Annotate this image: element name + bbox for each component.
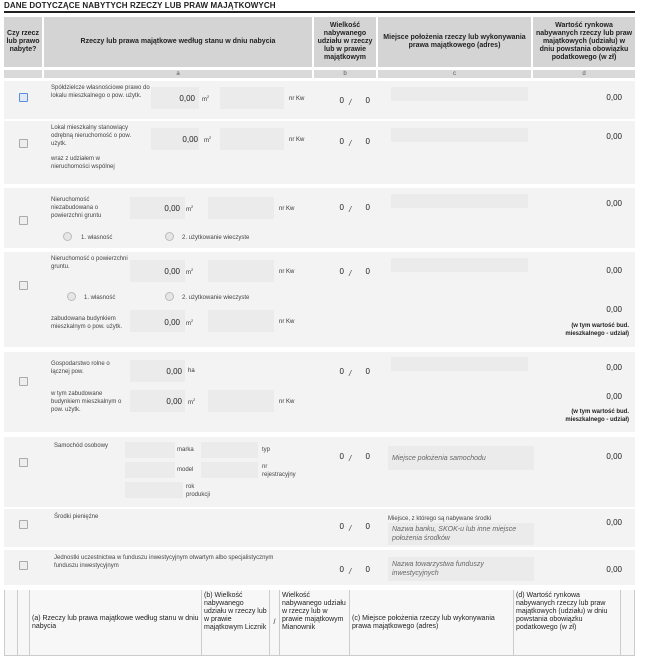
address-input[interactable] [391,128,528,142]
unit-nrkw: nr Kw [279,206,295,212]
radio-wlasnosc[interactable] [67,292,76,301]
rok-input[interactable] [125,482,183,498]
footer-slash [270,590,280,656]
share-slash: / [349,454,352,463]
model-input[interactable] [125,462,175,478]
footer-slash-text: / [273,618,276,626]
kw-input[interactable] [220,128,284,150]
radio-wlasnosc[interactable] [63,232,72,241]
share-slash: / [349,567,352,576]
address-placeholder: Miejsce położenia samochodu [392,455,486,462]
row-label: Lokal mieszkalny stanowiący odrębną nieruchomość o pow. użytk. [51,125,132,147]
footer-c [350,590,514,656]
area-value-2: 0,00 [166,397,182,406]
unit-m2 [204,135,211,144]
share-denominator[interactable]: 0 [365,137,370,146]
unit-sq: 2 [207,94,210,99]
radio-label: 1. własność [81,235,113,241]
unit-m2 [186,204,193,213]
kw-input-2[interactable] [208,310,274,332]
share-denominator[interactable]: 0 [365,367,370,376]
value-field[interactable]: 0,00 [606,132,622,141]
marka-input[interactable] [125,442,175,458]
address-input[interactable] [391,194,528,208]
header-czy: Czy rzecz lub prawo nabyte? [4,17,42,67]
address-input[interactable] [391,87,528,101]
footer-b2: Wielkość nabywanego udziału w rzeczy lub w prawie majątkowym Mianownik [280,590,350,656]
unit-nrkw: nr Kw [279,269,295,275]
footer-a [30,590,202,656]
area-value: 0,00 [164,267,180,276]
typ-label: typ [262,447,271,453]
share-slash: / [349,269,352,278]
row-label: Spółdzielcze własnościowe prawo do lokalu mieszkalnego o pow. użytk. [51,85,150,99]
place-label: Miejsce, z którego są nabywane środki [388,516,492,522]
footer-col-check2 [18,590,30,656]
share-denominator[interactable]: 0 [365,96,370,105]
footer-c-text: (c) Miejsce położenia rzeczy lub wykonywania prawa majątkowego (adres) [352,614,495,630]
value-field-2[interactable]: 0,00 [606,392,622,401]
nr-rej-label: nr rejestracyjny [262,464,296,478]
unit-m2 [202,94,209,103]
share-slash: / [349,139,352,148]
unit-nrkw: nr Kw [289,137,305,143]
note-wartosc-bud: (w tym wartość bud. mieszkalnego - udział) [565,323,629,337]
subheader-blank [4,70,42,78]
unit-m: m [186,270,191,276]
share-denominator[interactable]: 0 [365,522,370,531]
unit-ha: ha [188,368,195,374]
radio-label: 2. użytkowanie wieczyste [182,235,250,241]
footer-a-text: (a) Rzeczy lub prawa majątkowe według stanu w dniu nabycia [32,614,199,630]
checkbox-fundusz[interactable] [19,561,28,570]
share-numerator[interactable]: 0 [339,565,344,574]
value-field[interactable]: 0,00 [606,363,622,372]
value-field[interactable]: 0,00 [606,93,622,102]
subheader-c: c [378,70,531,78]
share-slash: / [349,524,352,533]
share-denominator[interactable]: 0 [365,565,370,574]
nr-rej-input[interactable] [201,462,258,478]
unit-nrkw: nr Kw [279,319,295,325]
marka-label: marka [177,447,194,453]
model-label: model [177,467,194,473]
footer-b: (b) Wielkość nabywanego udziału w rzeczy lub w prawie majątkowym Licznik [202,590,270,656]
unit-sq: 2 [191,267,194,272]
kw-input[interactable] [208,390,274,412]
value-field-2[interactable]: 0,00 [606,305,622,314]
subheader-a: a [44,70,312,78]
row-label: Gospodarstwo rolne o łącznej pow. [51,361,110,375]
value-field[interactable]: 0,00 [606,199,622,208]
unit-sq: 2 [209,135,212,140]
checkbox-gospodarstwo[interactable] [19,377,28,386]
checkbox-niezabudowana[interactable] [19,216,28,225]
area-value: 0,00 [182,135,198,144]
header-wartosc: Wartość rynkowa nabywanych rzeczy lub praw majątkowych (udziału) w dniu powstania obowiązku podatkowego (w zł) [533,17,635,67]
radio-label: 2. użytkowanie wieczyste [182,295,250,301]
area-value: 0,00 [179,94,195,103]
share-numerator[interactable]: 0 [339,203,344,212]
header-rzeczy: Rzeczy lub prawa majątkowe według stanu w dniu nabycia [44,17,312,67]
radio-label: 1. własność [84,295,116,301]
share-denominator[interactable]: 0 [365,452,370,461]
value-field[interactable]: 0,00 [606,565,622,574]
note-wartosc-bud: (w tym wartość bud. mieszkalnego - udział) [565,409,629,423]
radio-uzytkowanie[interactable] [165,232,174,241]
kw-input[interactable] [208,260,274,282]
unit-m: m [204,138,209,144]
address-placeholder: Nazwa banku, SKOK-u lub inne miejsce położenia środków [392,526,517,542]
row-label-2: zabudowana budynkiem mieszkalnym o pow. użytk. [51,316,123,330]
row-label-2: wraz z udziałem w nieruchomości wspólnej [51,156,115,170]
unit-sq: 2 [193,397,196,402]
footer-d: (d) Wartość rynkowa nabywanych rzeczy lub praw majątkowych (udziału) w dniu powstania obowiązku podatkowego (w zł) [514,590,621,656]
row-label: Samochód osobowy [54,443,109,449]
unit-m2 [186,318,193,327]
unit-sq: 2 [191,204,194,209]
unit-m2 [186,267,193,276]
unit-sq: 2 [191,318,194,323]
subheader-b: b [314,70,376,78]
checkbox-zabudowana[interactable] [19,281,28,290]
checkbox-lokal[interactable] [19,139,28,148]
row-label: Nieruchomość niezabudowana o powierzchni gruntu [51,197,102,219]
area-value: 0,00 [166,367,182,376]
share-slash: / [349,98,352,107]
share-numerator[interactable]: 0 [339,367,344,376]
unit-m: m [186,321,191,327]
unit-m2 [188,397,195,406]
share-slash: / [349,369,352,378]
area-value-2: 0,00 [164,318,180,327]
row-label: Środki pieniężne [54,514,99,520]
unit-nrkw: nr Kw [279,399,295,405]
radio-uzytkowanie[interactable] [165,292,174,301]
row-label: Nieruchomość o powierzchni gruntu. [51,256,128,270]
kw-input[interactable] [220,87,284,109]
address-input[interactable] [391,357,528,371]
unit-nrkw: nr Kw [289,96,305,102]
row-label: Jednostki uczestnictwa w funduszu inwestycyjnym otwartym albo specjalistycznym funduszu inwestycyjnym [54,555,274,569]
value-field[interactable]: 0,00 [606,452,622,461]
address-input[interactable] [391,258,528,272]
share-numerator[interactable]: 0 [339,452,344,461]
rok-label: rok produkcji [186,484,211,498]
title-rule [4,11,635,13]
checkbox-spoldzielcze[interactable] [19,93,28,102]
unit-m: m [202,97,207,103]
share-numerator[interactable]: 0 [339,267,344,276]
value-field[interactable]: 0,00 [606,266,622,275]
subheader-d: d [533,70,635,78]
row-label-2: w tym zabudowane budynkiem mieszkalnym o pow. użytk. [51,391,122,413]
header-wielkosc: Wielkość nabywanego udziału w rzeczy lub w prawie majątkowym [314,17,376,67]
typ-input[interactable] [201,442,258,458]
page-title: DANE DOTYCZĄCE NABYTYCH RZECZY LUB PRAW MAJĄTKOWYCH [4,1,276,10]
share-denominator[interactable]: 0 [365,267,370,276]
footer-col-end [621,590,635,656]
checkbox-samochod[interactable] [19,458,28,467]
checkbox-srodki[interactable] [19,520,28,529]
share-numerator[interactable]: 0 [339,522,344,531]
share-denominator[interactable]: 0 [365,203,370,212]
footer-col-check1 [4,590,18,656]
area-value: 0,00 [164,204,180,213]
unit-m: m [186,207,191,213]
kw-input[interactable] [208,197,274,219]
share-slash: / [349,205,352,214]
header-miejsce: Miejsce położenia rzeczy lub wykonywania prawa majątkowego (adres) [378,17,531,67]
share-numerator[interactable]: 0 [339,96,344,105]
address-placeholder: Nazwa towarzystwa funduszy inwestycyjnych [392,561,484,577]
share-numerator[interactable]: 0 [339,137,344,146]
value-field[interactable]: 0,00 [606,518,622,527]
unit-m: m [188,400,193,406]
row-srodki [4,509,635,547]
